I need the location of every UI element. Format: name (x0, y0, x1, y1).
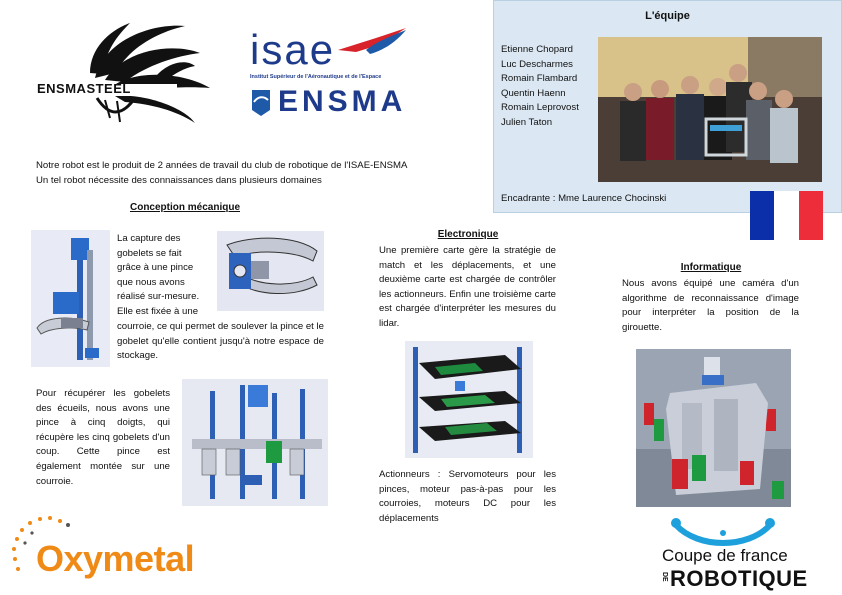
ensma-emblem-icon (250, 88, 272, 118)
oxymetal-wordmark: Oxymetal (36, 538, 195, 579)
team-title: L'équipe (645, 10, 690, 22)
mecanique-para1-tail: courroie, ce qui permet de soulever la pince et le gobelet qu'elle contient jusqu'à notre espace de stockage. (117, 321, 324, 362)
electronique-title: Electronique (437, 229, 499, 240)
mecanique-text-line: gobelets se fait (117, 247, 182, 259)
team-member: Luc Descharmes (501, 58, 573, 70)
coupe-line-1: Coupe de france (662, 546, 788, 565)
mecanique-text-line: réalisé sur-mesure. (117, 291, 200, 303)
team-member: Julien Taton (501, 116, 553, 128)
team-member: Etienne Chopard (501, 44, 574, 55)
team-member-list (501, 43, 579, 131)
coupe-de-france-logo (660, 517, 840, 593)
team-member: Quentin Haenn (501, 87, 566, 99)
ensmasteel-emblem (35, 18, 220, 128)
gripper-cad-image (31, 230, 110, 367)
informatique-title: Informatique (680, 262, 742, 273)
isae-ensma-logo (248, 24, 408, 124)
electronique-para2: Actionneurs : Servomoteurs pour les pinces, moteur pas-à-pas pour les courroies, moteurs DC pour les déplacements (379, 469, 556, 524)
coupe-line-2: ROBOTIQUE (670, 566, 808, 591)
mecanique-text-line: grâce à une pince (117, 262, 194, 274)
team-photo (598, 37, 822, 182)
isae-wordmark: isae (250, 26, 336, 73)
isae-bird-icon (336, 24, 408, 60)
mecanique-title: Conception mécanique (129, 202, 240, 213)
coupe-smile-icon (668, 517, 778, 547)
intro-line-2: Un tel robot nécessite des connaissances dans plusieurs domaines (36, 175, 322, 186)
mecanique-para1-lines (117, 232, 199, 320)
five-finger-gripper-image (182, 379, 328, 506)
isae-subtitle: Institut Supérieur de l'Aéronautique et de l'Espace (250, 74, 382, 80)
informatique-para1: Nous avons équipé une caméra d'un algorithme de reconnaissance d'image pour interpréter la position de la girouette. (622, 278, 799, 333)
mecanique-text-line: que nous avons (117, 276, 185, 288)
pince-cad-image (217, 231, 324, 311)
ensmasteel-wordmark: ENSMASTEEL (37, 81, 131, 96)
robot-render-image (636, 349, 791, 507)
team-member: Romain Leprovost (501, 102, 579, 114)
electronics-stack-image (405, 341, 533, 458)
team-supervisor: Encadrante : Mme Laurence Chocinski (501, 193, 667, 204)
mecanique-text-line: La capture des (117, 233, 181, 244)
french-flag (750, 191, 823, 240)
team-member: Romain Flambard (501, 73, 578, 85)
oxymetal-logo (10, 513, 210, 593)
ensma-wordmark: ENSMA (278, 85, 407, 118)
mecanique-text-line: Elle est fixée à une (117, 305, 199, 317)
mecanique-para2: Pour récupérer les gobelets des écueils, nous avons une pince à cinq doigts, qui récupère les cinq gobelets d'un coup. Cette pince est également montée sur une courroie. (36, 388, 170, 487)
electronique-para1: Une première carte gère la stratégie de match et les déplacements, et une deuxième carte est chargée de contrôler les actionneurs. Enfin une troisième carte est chargée d'interpréter les mesures du lidar. (379, 245, 556, 329)
intro-line-1: Notre robot est le produit de 2 années de travail du club de robotique de l'ISAE-ENSMA (36, 160, 408, 171)
ensmasteel-logo (35, 18, 220, 128)
coupe-de-label: DE (661, 572, 668, 582)
